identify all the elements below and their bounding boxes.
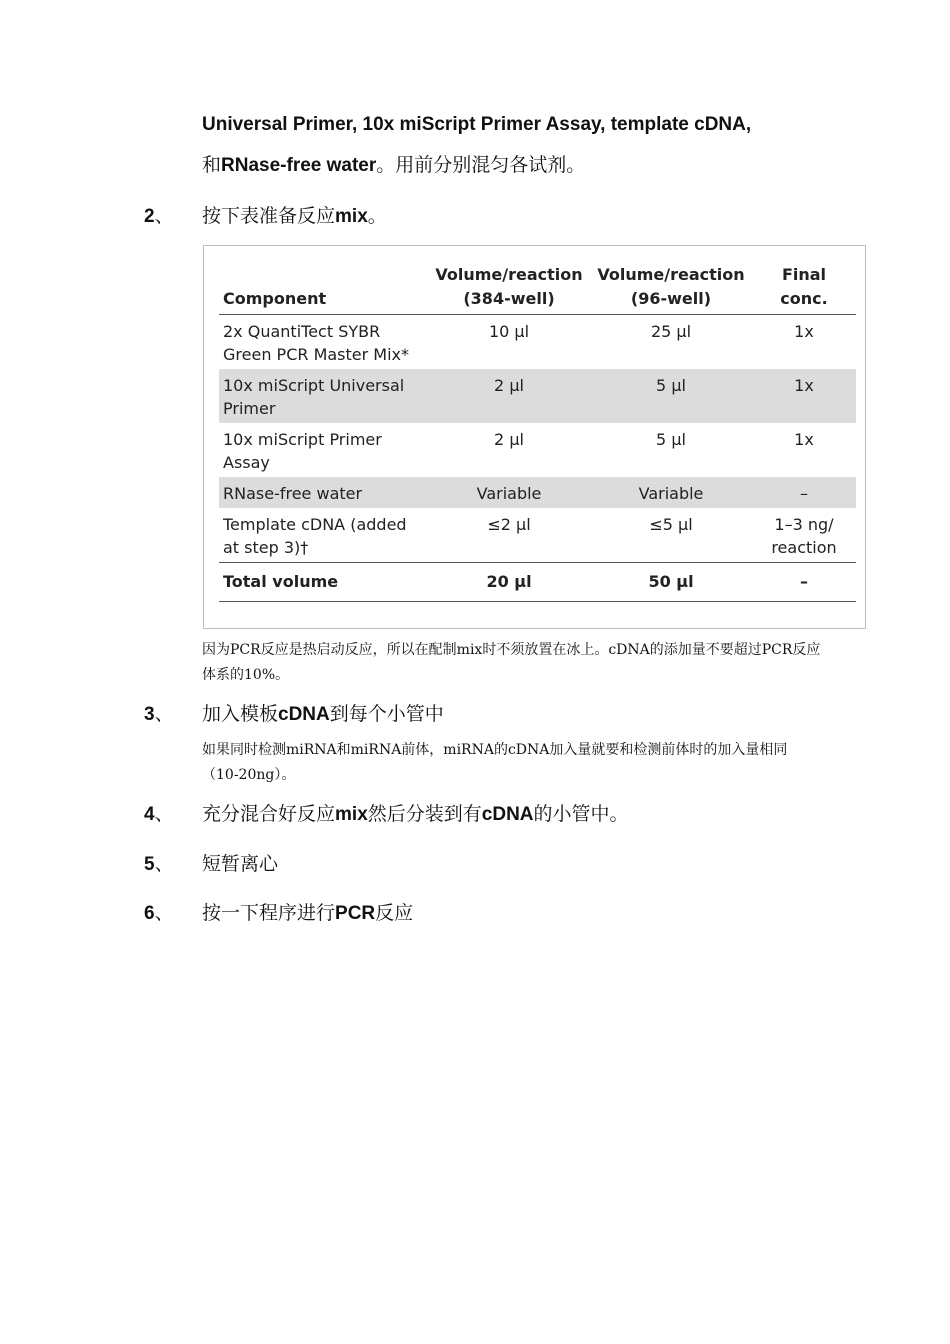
step-2-num: 2 — [144, 206, 155, 227]
step-2-text — [202, 201, 387, 228]
component-table — [219, 259, 856, 602]
cell-v384: ≤2 μl — [487, 515, 531, 534]
step-3-number — [144, 699, 174, 726]
step-4-bold: mix — [335, 804, 368, 825]
total-v96: 50 μl — [590, 563, 752, 602]
step-4-bold-2: cDNA — [481, 804, 534, 825]
header-component: Component — [219, 259, 428, 315]
cell-v96: 5 μl — [590, 369, 752, 423]
step-4-mid: 然后分装到有 — [367, 803, 482, 825]
step-4-suffix: 的小管中。 — [533, 803, 629, 825]
step-4-text — [202, 799, 629, 826]
step-3-bold: cDNA — [278, 704, 330, 725]
step-5-sep: 、 — [154, 853, 174, 875]
header-volume-96: Volume/reaction (96-well) — [590, 259, 752, 315]
table-row — [219, 508, 856, 563]
step-2-number — [144, 201, 174, 228]
cell-component: RNase-free water — [219, 477, 428, 508]
step-3-sep: 、 — [154, 703, 174, 725]
note-hot-start: 因为PCR反应是热启动反应，所以在配制mix时不须放置在冰上。cDNA的添加量不要超过PCR反应体系的10%。 — [202, 642, 821, 683]
total-final: – — [752, 563, 856, 602]
step-3-text — [202, 699, 444, 726]
cell-v96: ≤5 μl — [649, 515, 693, 534]
step-6-suffix: 反应 — [375, 902, 414, 924]
table-row — [219, 369, 856, 423]
step-3-prefix: 加入模板 — [202, 703, 279, 725]
cell-v384: 10 μl — [488, 322, 530, 341]
step-2-sep: 、 — [154, 205, 174, 227]
cell-component: Template cDNA (added at step 3)† — [223, 515, 407, 557]
step-3-num: 3 — [144, 704, 155, 725]
intro-prefix: 和 — [202, 154, 222, 176]
cell-component: 10x miScript Primer Assay — [223, 430, 382, 472]
intro-line-1: Universal Primer, 10x miScript Primer Assay, template cDNA, — [202, 114, 752, 135]
step-5-number — [144, 849, 174, 876]
cell-v96: Variable — [590, 477, 752, 508]
step-2-bold: mix — [335, 206, 368, 227]
step-6-prefix: 按一下程序进行 — [202, 902, 336, 924]
cell-final: 1x — [794, 430, 814, 449]
step-2-prefix: 按下表准备反应 — [202, 205, 336, 227]
step-6-num: 6 — [144, 903, 155, 924]
cell-v384: 2 μl — [428, 369, 590, 423]
step-4-num: 4 — [144, 804, 155, 825]
total-label: Total volume — [219, 563, 428, 602]
total-v384: 20 μl — [428, 563, 590, 602]
cell-final: 1x — [752, 369, 856, 423]
step-2-suffix: 。 — [367, 205, 387, 227]
table-total-row — [219, 563, 856, 602]
cell-component: 2x QuantiTect SYBR Green PCR Master Mix* — [223, 322, 410, 364]
table-row — [219, 315, 856, 370]
header-final-conc: Final conc. — [752, 259, 856, 315]
table-header-row — [219, 259, 856, 315]
step-6-bold: PCR — [335, 903, 376, 924]
cell-final: 1–3 ng/ reaction — [771, 515, 837, 557]
intro-line-2 — [202, 150, 585, 177]
note-precursor: 如果同时检测miRNA和miRNA前体，miRNA的cDNA加入量就要和检测前体时的加入量相同（10-20ng）。 — [202, 742, 788, 783]
cell-v96: 5 μl — [656, 430, 686, 449]
cell-final: – — [752, 477, 856, 508]
cell-v384: 2 μl — [494, 430, 524, 449]
intro-suffix: 。用前分别混匀各试剂。 — [376, 154, 586, 176]
step-4-sep: 、 — [154, 803, 174, 825]
component-table-frame — [203, 245, 866, 629]
step-6-text — [202, 898, 413, 925]
step-6-number — [144, 898, 174, 925]
step-5-text: 短暂离心 — [202, 853, 279, 875]
step-4-prefix: 充分混合好反应 — [202, 803, 336, 825]
step-4-number — [144, 799, 174, 826]
cell-v96: 25 μl — [650, 322, 692, 341]
step-6-sep: 、 — [154, 902, 174, 924]
step-5-num: 5 — [144, 854, 155, 875]
table-row — [219, 477, 856, 508]
table-row — [219, 423, 856, 477]
step-3-suffix: 到每个小管中 — [329, 703, 444, 725]
header-volume-384: Volume/reaction (384-well) — [428, 259, 590, 315]
intro-bold: RNase-free water — [221, 155, 377, 176]
cell-final: 1x — [794, 322, 814, 341]
cell-component: 10x miScript Universal Primer — [219, 369, 428, 423]
cell-v384: Variable — [428, 477, 590, 508]
